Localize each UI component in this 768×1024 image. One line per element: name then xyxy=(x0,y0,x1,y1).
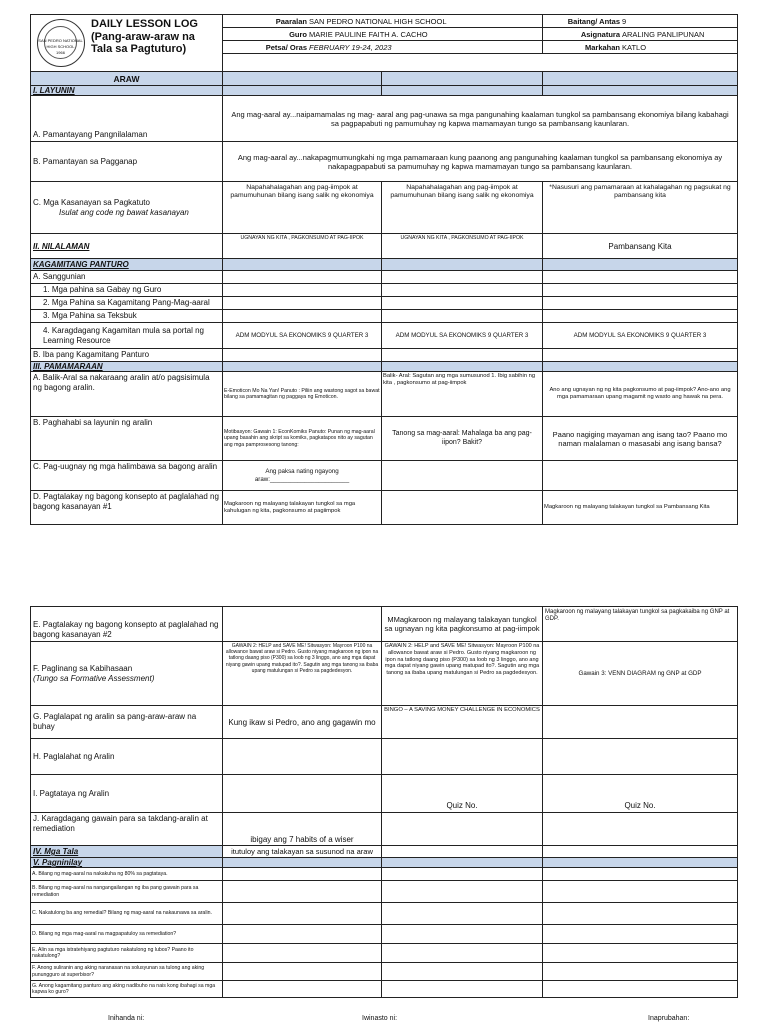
baitang-value: 9 xyxy=(622,16,627,26)
kasanayan-col1: Napahahalagahan ang pag-iimpok at pamumuhunan bilang isang salik ng ekonomiya xyxy=(223,182,382,234)
paaralan-label: Paaralan xyxy=(275,16,307,26)
paglinang-col1: GAWAIN 2: HELP and SAVE ME! Sitwasyon: Mayroon P100 na allowance bawat araw si Pedro. Gusto niyang magkaroon ng ipon na tatlong daang piso (P300) sa loob ng 3 linggo, ano ang mga dapat niyang gawin upang matupad ito?. Sagutin ang mga tanong sa ibaba upang matulungan si Pedro sa pagdedesyon. xyxy=(223,642,382,706)
row-label-pagninilay-f: F. Anong suliranin ang aking naranasan na solusyunan sa tulong ang aking punungguro at superbisor? xyxy=(31,963,223,981)
markahan-value: KATLO xyxy=(622,42,647,52)
nilalaman-col3: Pambansang Kita xyxy=(543,234,738,259)
karagdagang-gawain-col1: ibigay ang 7 habits of a wiser xyxy=(223,813,382,846)
row-label-iba-pang-kagamitan: B. Iba pang Kagamitang Panturo xyxy=(31,349,223,362)
paaralan-value: SAN PEDRO NATIONAL HIGH SCHOOL xyxy=(309,16,447,26)
guro-value: MARIE PAULINE FAITH A. CACHO xyxy=(309,29,428,39)
footer-inihanda: Inihanda ni: xyxy=(108,1015,145,1022)
row-label-portal-learning-resource: 4. Karagdagang Kagamitan mula sa portal ng Learning Resource xyxy=(31,323,223,349)
page-title: DAILY LESSON LOG (Pang-araw-araw na Tala sa Pagtuturo) xyxy=(91,18,198,55)
row-label-teksbuk: 3. Mga Pahina sa Teksbuk xyxy=(31,310,223,323)
row-label-pagninilay-d: D. Bilang ng mga mag-aaral na magpapatuloy sa remediation? xyxy=(31,925,223,944)
row-label-pamantayang-pangnilalaman: A. Pamantayang Pangnilalaman xyxy=(31,96,223,142)
portal-col1: ADM MODYUL SA EKONOMIKS 9 QUARTER 3 xyxy=(223,323,382,349)
row-label-pagninilay-g: G. Anong kagamitang panturo ang aking nadibuho na nais kong ibahagi sa mga kapwa ko guro? xyxy=(31,981,223,998)
row-label-pag-uugnay: C. Pag-uugnay ng mga halimbawa sa bagong aralin xyxy=(31,461,223,491)
row-label-paglalahat: H. Paglalahat ng Aralin xyxy=(31,739,223,775)
pamantayan-sa-pagganap-text: Ang mag-aaral ay...nakapagmumungkahi ng mga pamamaraan kung paanong ang pangunahing kaalaman tungkol sa pambansang ekonomiya ay nakapagpapabuti sa pamumuhay ng kapwa mamamayan tungo sa pambansang kaunlaran. xyxy=(223,142,738,182)
row-label-paglalapat: G. Paglalapat ng aralin sa pang-araw-araw na buhay xyxy=(31,706,223,739)
header-logo-title xyxy=(31,15,223,72)
row-label-karagdagang-gawain: J. Karagdagang gawain para sa takdang-aralin at remediation xyxy=(31,813,223,846)
paglalapat-col1: Kung ikaw si Pedro, ano ang gagawin mo xyxy=(223,706,382,739)
footer-iwinasto: Iwinasto ni: xyxy=(362,1015,398,1022)
row-label-pamantayan-sa-pagganap: B. Pamantayan sa Pagganap xyxy=(31,142,223,182)
paglinang-col3: Gawain 3: VENN DIAGRAM ng GNP at GDP xyxy=(543,642,738,706)
kasanayan-col2: Napahahalagahan ang pag-iimpok at pamumuhunan bilang isang salik ng ekonomiya xyxy=(382,182,543,234)
petsa-value: FEBRUARY 19-24, 2023 xyxy=(309,42,392,52)
paglalapat-col2: BINGO – A SAVING MONEY CHALLENGE IN ECONOMICS xyxy=(382,706,543,739)
section-pamamaraan: III. PAMAMARAAN xyxy=(31,362,223,372)
paglinang-label: F. Paglinang sa Kabihasaan xyxy=(33,663,133,673)
section-kagamitang-panturo: KAGAMITANG PANTURO xyxy=(31,259,223,271)
paglinang-col2: GAWAIN 2: HELP and SAVE ME! Sitwasyon: Mayroon P100 na allowance bawat araw si Pedro. Gusto niyang magkaroon ng ipon na tatlong daang piso (P300) sa loob ng 3 linggo, ano ang mga dapat niyang gawin upang matupad ito?. Sagutin ang mga tanong sa ibaba upang matulungan si Pedro sa pagdedesyon. xyxy=(382,642,543,706)
row-label-pagninilay-c: C. Nakatulong ba ang remedial? Bilang ng mag-aaral na nakaunawa sa aralin. xyxy=(31,903,223,925)
pagtalakay-1-col3: Magkaroon ng malayang talakayan tungkol sa Pambansang Kita xyxy=(543,491,738,525)
section-nilalaman: II. NILALAMAN xyxy=(31,234,223,259)
pagtalakay-1-col1: Magkaroon ng malayang talakayan tungkol sa mga kahulugan ng kita, pagkonsumo at pagiimpok xyxy=(223,491,382,525)
row-label-kagamitang-pang-mag-aaral: 2. Mga Pahina sa Kagamitang Pang-Mag-aaral xyxy=(31,297,223,310)
row-label-pagtalakay-2: E. Pagtalakay ng bagong konsepto at paglalahad ng bagong kasanayan #2 xyxy=(31,607,223,642)
portal-col3: ADM MODYUL SA EKONOMIKS 9 QUARTER 3 xyxy=(543,323,738,349)
section-layunin: I. LAYUNIN xyxy=(31,86,223,96)
seal-text: SAN PEDRO NATIONAL HIGH SCHOOL xyxy=(38,38,83,50)
row-label-pagtalakay-1: D. Pagtalakay ng bagong konsepto at paglalahad ng bagong kasanayan #1 xyxy=(31,491,223,525)
balik-aral-col3: Ano ang ugnayan ng ng kita pagkonsumo at pag-iimpok? Ano-ano ang mga pamamaraan upang magamit ng wasto ang hawak na pera. xyxy=(543,372,738,417)
kasanayan-sublabel: Isulat ang code ng bawat kasanayan xyxy=(59,207,189,217)
kasanayan-label: C. Mga Kasanayan sa Pagkatuto xyxy=(33,197,150,207)
kasanayan-col3: *Nasusuri ang pamamaraan at kahalagahan ng pagsukat ng pambansang kita xyxy=(543,182,738,234)
row-label-pagtataya: I. Pagtataya ng Aralin xyxy=(31,775,223,813)
pagtataya-col2: Quiz No. xyxy=(382,775,543,813)
asignatura-value: ARALING PANLIPUNAN xyxy=(622,29,705,39)
pag-uugnay-col1: Ang paksa nating ngayong araw:_______________________ xyxy=(223,461,382,491)
nilalaman-col1: UGNAYAN NG KITA , PAGKONSUMO AT PAG-IIPOK xyxy=(223,234,382,259)
school-seal-icon xyxy=(37,19,85,67)
guro-label: Guro xyxy=(289,29,307,39)
portal-col2: ADM MODYUL SA EKONOMIKS 9 QUARTER 3 xyxy=(382,323,543,349)
row-label-pagninilay-a: A. Bilang ng mag-aaral na nakakuha ng 80% sa pagtataya. xyxy=(31,868,223,881)
seal-year: 1966 xyxy=(56,50,65,55)
row-label-paglinang xyxy=(31,642,223,706)
pagtataya-col3: Quiz No. xyxy=(543,775,738,813)
row-label-balik-aral: A. Balik-Aral sa nakaraang aralin at/o pagsisimula ng bagong aralin. xyxy=(31,372,223,417)
row-label-sanggunian: A. Sanggunian xyxy=(31,271,223,284)
balik-aral-col2: Balik- Aral: Sagutan ang mga sumusunod 1. Ibig sabihin ng kita , pagkonsumo at pag-iimpok xyxy=(382,372,543,417)
lesson-log-table-bottom xyxy=(30,606,738,998)
balik-aral-col1: E-Emoticon Mo Na Yan! Panuto : Piliin ang wastong sagot sa bawat bilang sa pamamagitan ng paggaya ng Emoticon. xyxy=(223,372,382,417)
markahan-label: Markahan xyxy=(584,42,620,52)
baitang-label: Baitang/ Antas xyxy=(567,16,620,26)
pagtalakay-2-col3: Magkaroon ng malayang talakayan tungkol sa pagkakaiba ng GNP at GDP. xyxy=(543,607,738,642)
row-label-pagninilay-b: B. Bilang ng mag-aaral na nangangailangan ng iba pang gawain para sa remediation xyxy=(31,881,223,903)
footer-inaprubahan: Inaprubahan: xyxy=(648,1015,690,1022)
asignatura-label: Asignatura xyxy=(580,29,620,39)
row-label-pagninilay-e: E. Alin sa mga istratehiyang pagtuturo nakatulong ng lubos? Paano ito nakatulong? xyxy=(31,944,223,963)
row-label-gabay-ng-guro: 1. Mga pahina sa Gabay ng Guro xyxy=(31,284,223,297)
pamantayang-pangnilalaman-text: Ang mag-aaral ay...naipamamalas ng mag- aaral ang pag-unawa sa mga pangunahing kaalaman tungkol sa pambansang ekonomiya bilang kabahagi sa pagpapabuti ng pamumuhay ng kapwa mamamayan tungo sa pambansang kaunlaran. xyxy=(223,96,738,142)
mga-tala-col1: itutuloy ang talakayan sa susunod na araw xyxy=(223,846,382,858)
petsa-label: Petsa/ Oras xyxy=(265,42,307,52)
row-label-paghahabi: B. Paghahabi sa layunin ng aralin xyxy=(31,417,223,461)
paghahabi-col3: Paano nagiging mayaman ang isang tao? Paano mo naman malalaman o masasabi ang isang bansa? xyxy=(543,417,738,461)
araw-header: ARAW xyxy=(31,72,223,86)
pagtalakay-2-col2: MMagkaroon ng malayang talakayan tungkol sa ugnayan ng kita pagkonsumo at pag-iimpok xyxy=(382,607,543,642)
section-pagninilay: V. Pagninilay xyxy=(31,858,223,868)
paghahabi-col1: Motibasyon: Gawain 1: EconKomiks Panuto: Punan ng mag-aaral upang basahin ang skript sa komiks, pagkatapos nito ay sagutan ang mga pamprosesong tanong: xyxy=(223,417,382,461)
row-label-kasanayan xyxy=(31,182,223,234)
paghahabi-col2: Tanong sa mag-aaral: Mahalaga ba ang pag-iipon? Bakit? xyxy=(382,417,543,461)
section-mga-tala: IV. Mga Tala xyxy=(31,846,223,858)
nilalaman-col2: UGNAYAN NG KITA , PAGKONSUMO AT PAG-IIPOK xyxy=(382,234,543,259)
paglinang-sublabel: (Tungo sa Formative Assessment) xyxy=(33,673,155,683)
lesson-log-table-top xyxy=(30,14,738,525)
